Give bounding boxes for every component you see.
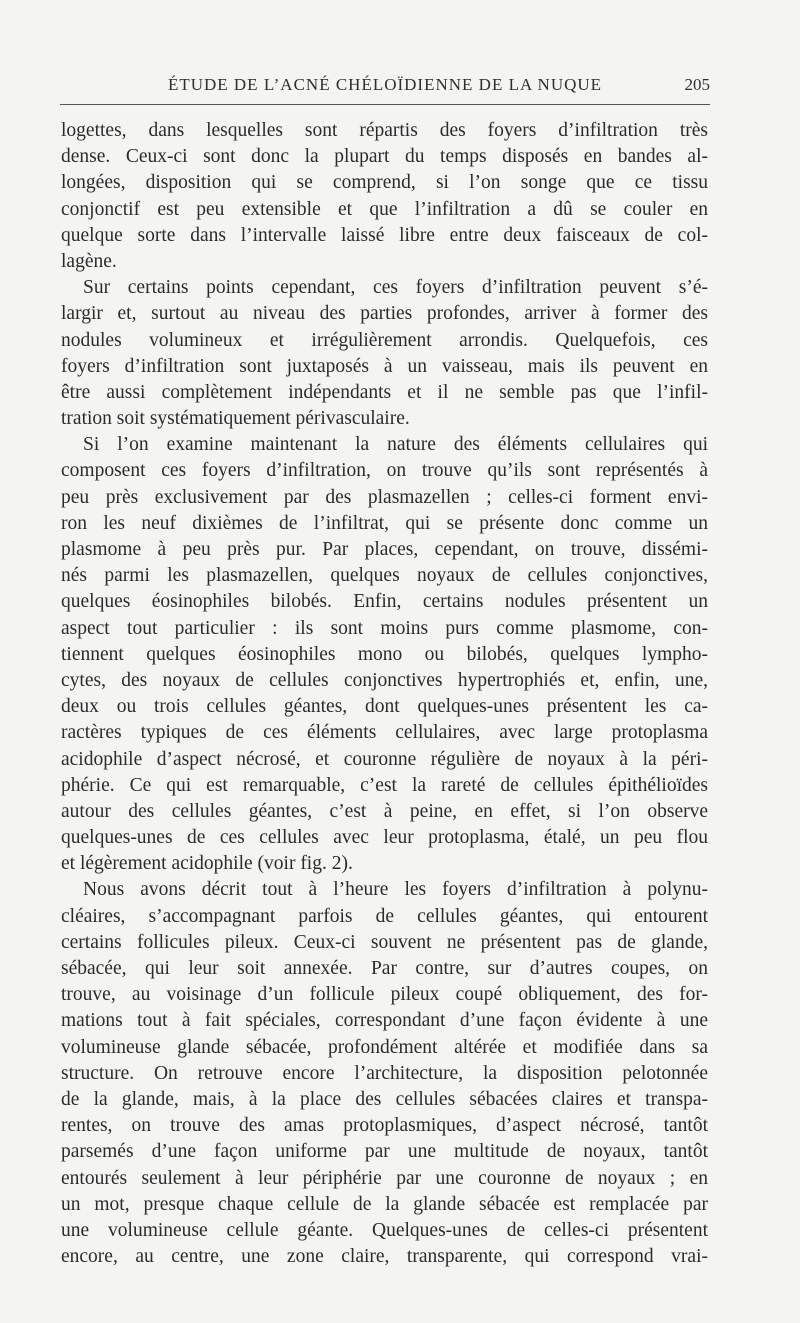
- text-line: sébacée, qui leur soit annexée. Par contre, sur d’autres coupes, on: [61, 958, 708, 979]
- text-line: largir et, surtout au niveau des parties profondes, arriver à former des: [61, 303, 708, 325]
- text-line: longées, disposition qui se comprend, si l’on songe que ce tissu: [61, 172, 708, 194]
- text-line: être aussi complètement indépendants et il ne semble pas que l’infil-: [61, 381, 708, 403]
- text-line: entourés seulement à leur périphérie par une couronne de noyaux ; en: [61, 1167, 708, 1189]
- text-line: Si l’on examine maintenant la nature des éléments cellulaires qui: [83, 434, 708, 456]
- text-line: volumineuse glande sébacée, profondément altérée et modifiée dans sa: [61, 1036, 708, 1058]
- text-line: ractères typiques de ces éléments cellulaires, avec large protoplasma: [61, 722, 708, 744]
- text-line: cytes, des noyaux de cellules conjonctives hypertrophiés et, enfin, une,: [61, 669, 708, 691]
- text-line: autour des cellules géantes, c’est à peine, en effet, si l’on observe: [61, 800, 708, 822]
- text-line: composent ces foyers d’infiltration, on trouve qu’ils sont représentés à: [61, 460, 708, 482]
- text-line: et légèrement acidophile (voir fig. 2).: [61, 853, 353, 875]
- text-line: dense. Ceux-ci sont donc la plupart du temps disposés en bandes al-: [61, 146, 708, 168]
- text-line: un mot, presque chaque cellule de la glande sébacée est remplacée par: [61, 1193, 708, 1215]
- text-line: logettes, dans lesquelles sont répartis des foyers d’infiltration très: [61, 120, 708, 141]
- text-line: encore, au centre, une zone claire, transparente, qui correspond vrai-: [61, 1246, 708, 1268]
- text-line: conjonctif est peu extensible et que l’infiltration a dû se couler en: [61, 198, 708, 220]
- text-line: de la glande, mais, à la place des cellules sébacées claires et transpa-: [61, 1088, 708, 1110]
- text-line: parsemés d’une façon uniforme par une multitude de noyaux, tantôt: [61, 1141, 708, 1163]
- page-header: [60, 70, 710, 100]
- text-line: plasmome à peu près pur. Par places, cependant, on trouve, dissémi-: [61, 539, 708, 560]
- text-line: rentes, on trouve des amas protoplasmiques, d’aspect nécrosé, tantôt: [61, 1115, 708, 1137]
- text-line: cléaires, s’accompagnant parfois de cellules géantes, qui entourent: [61, 905, 708, 927]
- text-line: lagène.: [61, 250, 117, 272]
- text-line: trouve, au voisinage d’un follicule pileux coupé obliquement, des for-: [61, 984, 708, 1006]
- text-line: une volumineuse cellule géante. Quelques-unes de celles-ci présentent: [61, 1219, 708, 1241]
- text-line: quelques-unes de ces cellules avec leur protoplasma, étalé, un peu flou: [61, 827, 708, 849]
- text-line: Sur certains points cependant, ces foyers d’infiltration peuvent s’é-: [83, 277, 708, 299]
- page-number: 205: [684, 75, 710, 94]
- text-line: foyers d’infiltration sont juxtaposés à un vaisseau, mais ils peuvent en: [61, 355, 708, 377]
- text-line: peu près exclusivement par des plasmazellen ; celles-ci forment envi-: [61, 486, 708, 508]
- running-title: ÉTUDE DE L’ACNÉ CHÉLOÏDIENNE DE LA NUQUE: [167, 75, 603, 94]
- text-line: Nous avons décrit tout à l’heure les foyers d’infiltration à polynu-: [83, 879, 708, 901]
- text-line: phérie. Ce qui est remarquable, c’est la rareté de cellules épithélioïdes: [61, 774, 708, 796]
- text-line: quelques éosinophiles bilobés. Enfin, certains nodules présentent un: [61, 591, 708, 613]
- text-line: aspect tout particulier : ils sont moins purs comme plasmome, con-: [61, 617, 708, 639]
- text-line: certains follicules pileux. Ceux-ci souvent ne présentent pas de glande,: [61, 931, 708, 953]
- body-text: [61, 118, 708, 1270]
- text-line: nodules volumineux et irrégulièrement arrondis. Quelquefois, ces: [61, 329, 708, 351]
- text-line: mations tout à fait spéciales, correspondant d’une façon évidente à une: [61, 1010, 708, 1032]
- text-line: quelque sorte dans l’intervalle laissé libre entre deux faisceaux de col-: [61, 224, 708, 246]
- text-line: tration soit systématiquement périvasculaire.: [61, 408, 410, 430]
- text-line: structure. On retrouve encore l’architecture, la disposition pelotonnée: [61, 1062, 708, 1084]
- text-line: nés parmi les plasmazellen, quelques noyaux de cellules conjonctives,: [61, 565, 708, 587]
- header-rule: [60, 104, 710, 105]
- text-line: tiennent quelques éosinophiles mono ou bilobés, quelques lympho-: [61, 643, 708, 665]
- text-line: ron les neuf dixièmes de l’infiltrat, qui se présente donc comme un: [61, 512, 708, 534]
- text-line: deux ou trois cellules géantes, dont quelques-unes présentent les ca-: [61, 696, 708, 718]
- text-line: acidophile d’aspect nécrosé, et couronne régulière de noyaux à la péri-: [61, 748, 708, 770]
